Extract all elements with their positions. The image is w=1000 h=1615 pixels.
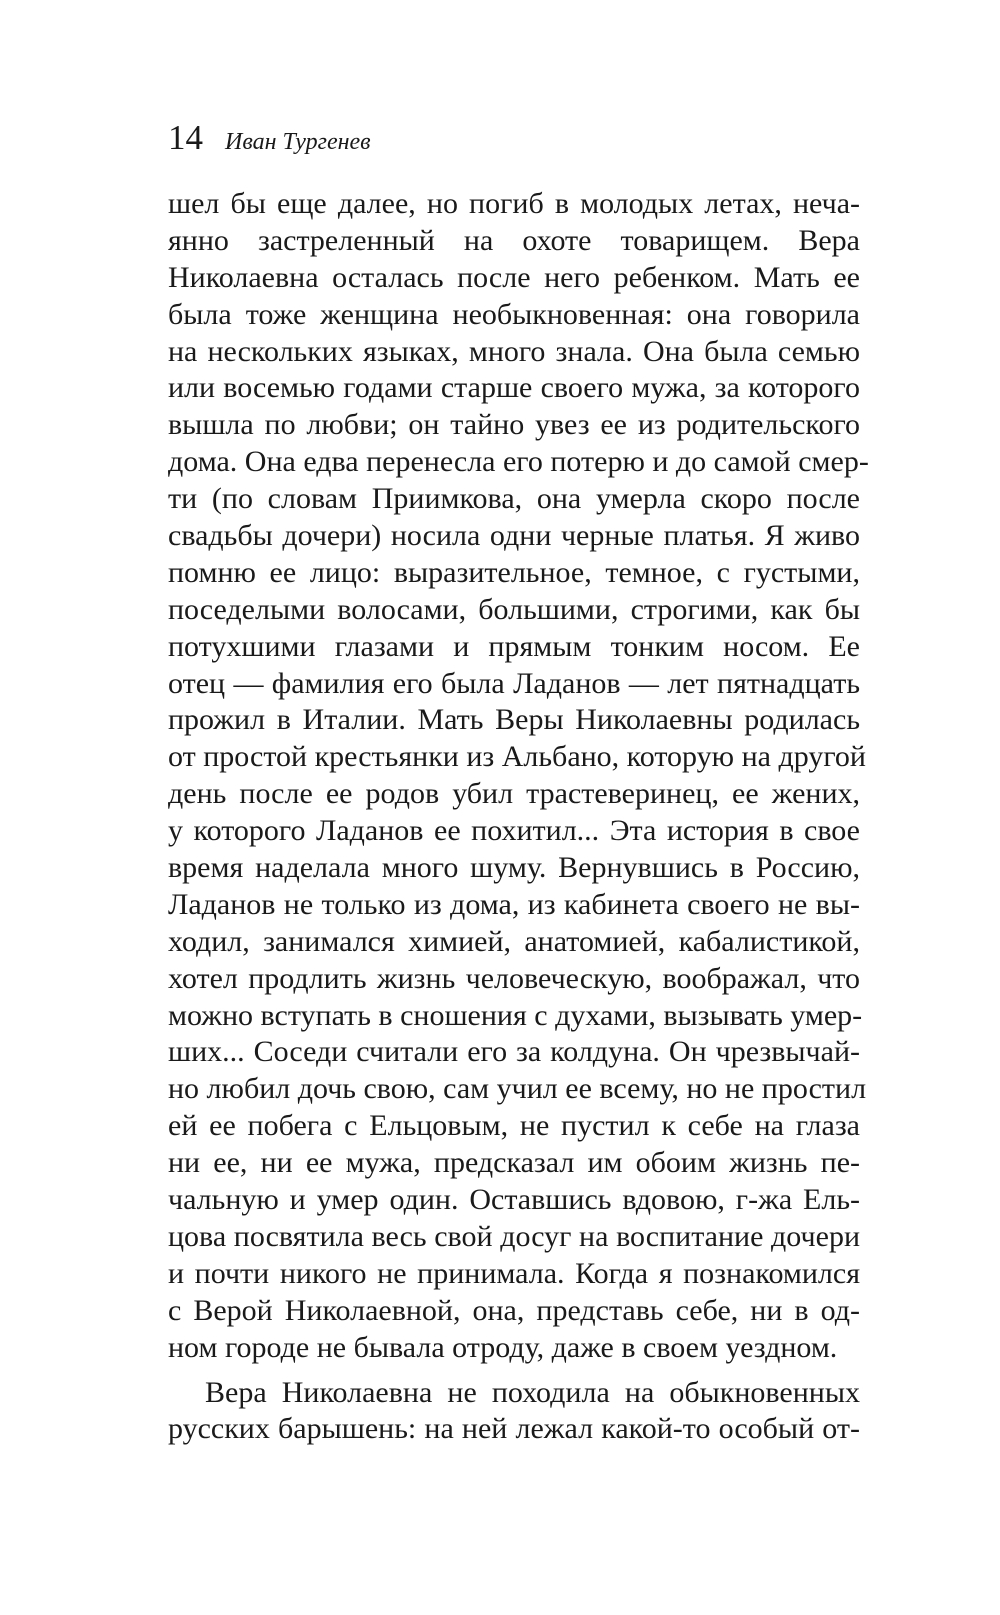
text-line: но любил дочь свою, сам учил ее всему, но не простил [168,1072,867,1106]
text-line: цова посвятила весь свой досуг на воспитание дочери [168,1219,860,1253]
text-line: была тоже женщина необыкновенная: она говорила [168,297,860,331]
text-line: с Верой Николаевной, она, представь себе, ни в од- [168,1293,860,1327]
text-line: и почти никого не принимала. Когда я познакомился [168,1256,860,1290]
text-line: ти (по словам Приимкова, она умерла скоро после [168,482,860,516]
text-line: ей ее побега с Ельцовым, не пустил к себе на глаза [168,1109,860,1143]
text-line: Ладанов не только из дома, из кабинета своего не вы- [168,887,860,921]
text-line: или восемью годами старше своего мужа, за которого [168,371,860,405]
page-number: 14 [168,118,203,157]
text-line: ном городе не бывала отроду, даже в своем уездном. [168,1330,838,1364]
text-line: ходил, занимался химией, анатомией, кабалистикой, [168,924,860,958]
text-line: помню ее лицо: выразительное, темное, с густыми, [168,555,860,589]
text-line: время наделала много шуму. Вернувшись в Россию, [168,851,860,885]
running-title: Иван Тургенев [225,129,371,155]
text-line: потухшими глазами и прямым тонким носом. Ее [168,629,860,663]
text-line: ни ее, ни ее мужа, предсказал им обоим жизнь пе- [168,1146,860,1180]
text-line: вышла по любви; он тайно увез ее из родительского [168,408,860,442]
text-line: ших... Соседи считали его за колдуна. Он чрезвычай- [168,1035,860,1069]
text-line: от простой крестьянки из Альбано, которую на другой [168,740,866,774]
paragraph [168,186,869,1367]
text-line: русских барышень: на ней лежал какой-то особый от- [168,1412,860,1446]
text-line: хотел продлить жизнь человеческую, воображал, что [168,961,860,995]
text-line: янно застреленный на охоте товарищем. Вера [168,223,860,257]
text-line: на нескольких языках, много знала. Она была семью [168,334,860,368]
text-line: прожил в Италии. Мать Веры Николаевны родилась [168,703,860,737]
text-line: чальную и умер один. Оставшись вдовою, г-жа Ель- [168,1183,860,1217]
text-line: можно вступать в сношения с духами, вызывать умер- [168,998,863,1032]
text-line: свадьбы дочери) носила одни черные платья. Я живо [168,519,860,553]
text-line: день после ее родов убил трастеверинец, ее жених, [168,777,860,811]
paragraph [168,1375,860,1449]
body-text [168,186,869,1448]
text-line: шел бы еще далее, но погиб в молодых летах, неча- [168,187,860,220]
text-line: отец — фамилия его была Ладанов — лет пятнадцать [168,666,860,700]
text-line: Вера Николаевна не походила на обыкновенных [205,1375,860,1409]
paragraph-gap [168,1367,860,1375]
text-line: у которого Ладанов ее похитил... Эта история в свое [168,814,860,848]
text-line: дома. Она едва перенесла его потерю и до самой смер- [168,445,869,479]
page-header [168,118,371,158]
text-line: поседелыми волосами, большими, строгими, как бы [168,592,860,626]
text-line: Николаевна осталась после него ребенком. Мать ее [168,260,860,294]
